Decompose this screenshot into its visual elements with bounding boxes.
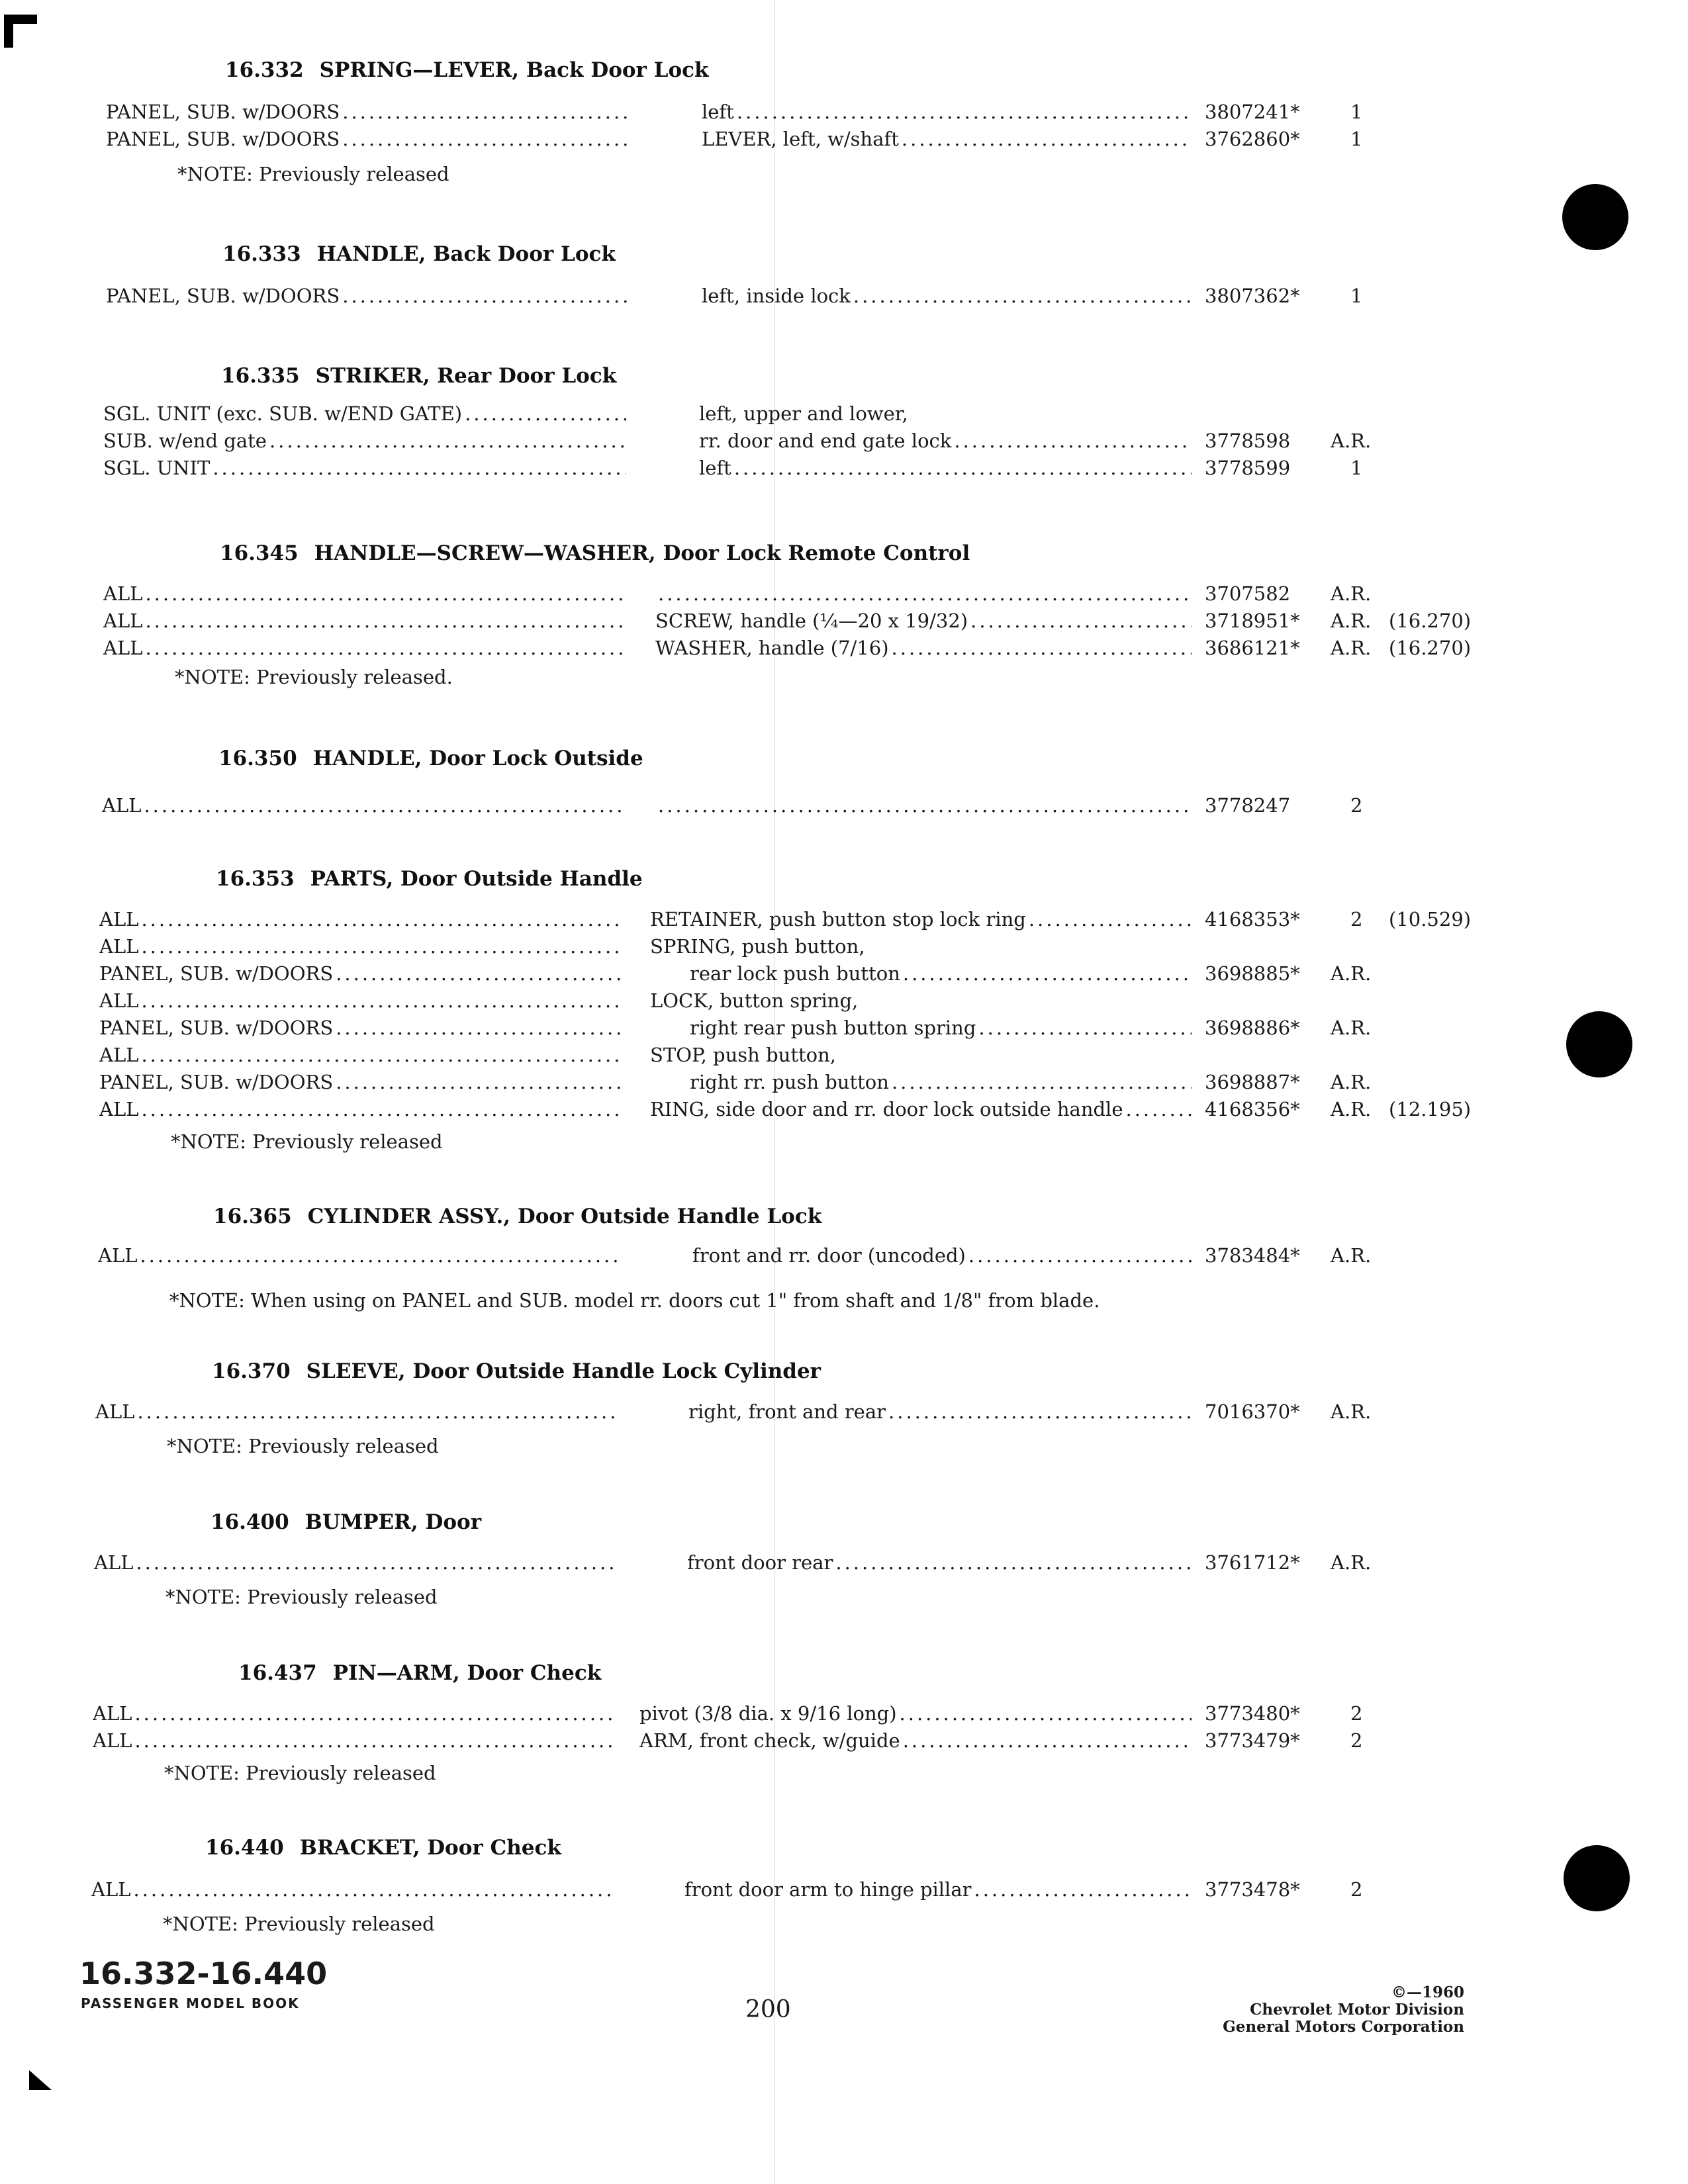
description: rr. door and end gate lock bbox=[699, 430, 952, 452]
quantity: A.R. bbox=[1331, 637, 1372, 659]
part-number: 3778598 bbox=[1205, 430, 1291, 452]
leader-dots bbox=[212, 457, 626, 479]
part-number: 7016370* bbox=[1205, 1400, 1300, 1423]
registration-mark-bottom bbox=[29, 2070, 52, 2090]
quantity: 1 bbox=[1350, 128, 1363, 150]
page-range: 16.332-16.440 bbox=[79, 1956, 328, 1991]
model-label: ALL bbox=[99, 1098, 139, 1120]
section-heading bbox=[225, 58, 709, 82]
section-title: PIN—ARM, Door Check bbox=[332, 1661, 602, 1685]
part-number: 4168356* bbox=[1205, 1098, 1300, 1120]
table-row bbox=[0, 794, 1523, 821]
section-title: SPRING—LEVER, Back Door Lock bbox=[319, 58, 709, 82]
model-label: ALL bbox=[102, 794, 142, 817]
quantity: A.R. bbox=[1331, 1244, 1372, 1267]
description: front and rr. door (uncoded) bbox=[692, 1244, 966, 1267]
description: RETAINER, push button stop lock ring bbox=[650, 908, 1026, 931]
table-row bbox=[0, 935, 1523, 962]
model-cell bbox=[103, 430, 626, 452]
division: Chevrolet Motor Division bbox=[1250, 2001, 1464, 2019]
leader-dots bbox=[134, 1729, 616, 1752]
leader-dots bbox=[888, 1400, 1192, 1423]
description-cell bbox=[692, 1244, 1192, 1267]
leader-dots bbox=[133, 1878, 614, 1901]
leader-dots bbox=[970, 610, 1192, 632]
reference-group: (16.270) bbox=[1389, 637, 1472, 659]
description: left bbox=[699, 457, 731, 479]
quantity: A.R. bbox=[1331, 1017, 1372, 1039]
description: left, upper and lower, bbox=[699, 402, 908, 425]
leader-dots bbox=[141, 1044, 622, 1066]
model-label: PANEL, SUB. w/DOORS bbox=[99, 1071, 334, 1093]
model-label: ALL bbox=[103, 637, 143, 659]
model-cell bbox=[99, 1044, 622, 1066]
table-row bbox=[0, 1729, 1523, 1756]
part-number: 3773479* bbox=[1205, 1729, 1300, 1752]
description-cell bbox=[699, 457, 1192, 479]
section-title: BUMPER, Door bbox=[305, 1510, 482, 1534]
part-number: 3807241* bbox=[1205, 101, 1300, 123]
description-cell bbox=[655, 610, 1192, 632]
model-label: ALL bbox=[99, 1044, 139, 1066]
table-row bbox=[0, 962, 1523, 989]
model-label: SUB. w/end gate bbox=[103, 430, 267, 452]
leader-dots bbox=[136, 1551, 617, 1574]
quantity: 1 bbox=[1350, 285, 1363, 307]
part-number: 3778247 bbox=[1205, 794, 1291, 817]
description: front door arm to hinge pillar bbox=[684, 1878, 972, 1901]
part-number: 3761712* bbox=[1205, 1551, 1300, 1574]
description: WASHER, handle (7/16) bbox=[655, 637, 889, 659]
section-title: PARTS, Door Outside Handle bbox=[310, 867, 643, 891]
table-row bbox=[0, 908, 1523, 934]
table-row bbox=[0, 402, 1523, 429]
model-label: PANEL, SUB. w/DOORS bbox=[106, 101, 340, 123]
description-cell bbox=[650, 1098, 1192, 1120]
part-number: 3807362* bbox=[1205, 285, 1300, 307]
part-number: 3778599 bbox=[1205, 457, 1291, 479]
quantity: A.R. bbox=[1331, 962, 1372, 985]
section-number: 16.335 bbox=[221, 364, 300, 388]
model-cell bbox=[103, 457, 626, 479]
quantity: 1 bbox=[1350, 457, 1363, 479]
model-label: ALL bbox=[98, 1244, 138, 1267]
leader-dots bbox=[903, 962, 1192, 985]
quantity: 2 bbox=[1350, 1878, 1363, 1901]
description: right rr. push button bbox=[690, 1071, 889, 1093]
table-row bbox=[0, 430, 1523, 456]
section-number: 16.370 bbox=[212, 1359, 291, 1383]
section-note: *NOTE: Previously released bbox=[163, 1913, 435, 1935]
model-label: SGL. UNIT (exc. SUB. w/END GATE) bbox=[103, 402, 463, 425]
description-cell bbox=[702, 101, 1192, 123]
leader-dots bbox=[734, 457, 1192, 479]
part-number: 3773478* bbox=[1205, 1878, 1300, 1901]
section-heading bbox=[220, 541, 970, 565]
quantity: 2 bbox=[1350, 908, 1363, 931]
section-title: HANDLE, Back Door Lock bbox=[316, 242, 616, 266]
quantity: A.R. bbox=[1331, 1098, 1372, 1120]
leader-dots bbox=[892, 1071, 1192, 1093]
table-row bbox=[0, 128, 1523, 154]
section-note: *NOTE: When using on PANEL and SUB. model rr. doors cut 1" from shaft and 1/8" from blade. bbox=[169, 1289, 1100, 1312]
model-cell bbox=[103, 402, 626, 425]
section-note: *NOTE: Previously released. bbox=[175, 666, 453, 688]
leader-dots bbox=[954, 430, 1192, 452]
leader-dots bbox=[978, 1017, 1192, 1039]
description-cell bbox=[699, 402, 1192, 425]
leader-dots bbox=[144, 794, 625, 817]
quantity: 1 bbox=[1350, 101, 1363, 123]
section-number: 16.332 bbox=[225, 58, 304, 82]
part-number: 3783484* bbox=[1205, 1244, 1300, 1267]
part-number: 3698887* bbox=[1205, 1071, 1300, 1093]
section-heading bbox=[222, 242, 616, 266]
table-row bbox=[0, 457, 1523, 483]
section-title: HANDLE—SCREW—WASHER, Door Lock Remote Control bbox=[314, 541, 970, 565]
model-cell bbox=[99, 962, 622, 985]
description-cell bbox=[650, 989, 1192, 1012]
leader-dots bbox=[853, 285, 1192, 307]
description-cell bbox=[650, 1044, 1192, 1066]
model-label: ALL bbox=[103, 610, 143, 632]
section-number: 16.440 bbox=[205, 1836, 284, 1860]
quantity: A.R. bbox=[1331, 1071, 1372, 1093]
model-cell bbox=[95, 1400, 618, 1423]
description: right, front and rear bbox=[688, 1400, 886, 1423]
model-label: PANEL, SUB. w/DOORS bbox=[106, 128, 340, 150]
model-label: ALL bbox=[99, 989, 139, 1012]
leader-dots bbox=[269, 430, 626, 452]
leader-dots bbox=[140, 1244, 621, 1267]
description-cell bbox=[639, 1702, 1192, 1725]
table-row bbox=[0, 1071, 1523, 1097]
description: STOP, push button, bbox=[650, 1044, 836, 1066]
leader-dots bbox=[835, 1551, 1192, 1574]
leader-dots bbox=[968, 1244, 1192, 1267]
leader-dots bbox=[137, 1400, 618, 1423]
reference-group: (16.270) bbox=[1389, 610, 1472, 632]
leader-dots bbox=[342, 101, 629, 123]
section-number: 16.333 bbox=[222, 242, 301, 266]
section-heading bbox=[211, 1510, 481, 1534]
model-cell bbox=[99, 1071, 622, 1093]
punch-hole bbox=[1566, 1011, 1632, 1077]
model-label: ALL bbox=[103, 582, 143, 605]
section-title: HANDLE, Door Lock Outside bbox=[312, 747, 643, 770]
model-cell bbox=[98, 1244, 621, 1267]
part-number: 3698885* bbox=[1205, 962, 1300, 985]
quantity: 2 bbox=[1350, 1729, 1363, 1752]
table-row bbox=[0, 101, 1523, 127]
book-title: PASSENGER MODEL BOOK bbox=[81, 1995, 300, 2011]
part-number: 3698886* bbox=[1205, 1017, 1300, 1039]
description: rear lock push button bbox=[690, 962, 900, 985]
leader-dots bbox=[974, 1878, 1192, 1901]
table-row bbox=[0, 285, 1523, 311]
section-heading bbox=[218, 747, 643, 770]
model-cell bbox=[93, 1729, 616, 1752]
model-cell bbox=[103, 637, 626, 659]
section-title: BRACKET, Door Check bbox=[299, 1836, 561, 1860]
copyright: ©—1960 bbox=[1391, 1983, 1464, 2001]
leader-dots bbox=[145, 637, 626, 659]
publisher-block bbox=[1223, 1984, 1464, 2036]
leader-dots bbox=[336, 1071, 622, 1093]
table-row bbox=[0, 1244, 1523, 1271]
description-cell bbox=[690, 1017, 1192, 1039]
model-cell bbox=[99, 1017, 622, 1039]
table-row bbox=[0, 989, 1523, 1016]
leader-dots bbox=[658, 582, 1192, 605]
table-row bbox=[0, 1702, 1523, 1729]
table-row bbox=[0, 637, 1523, 663]
description: LOCK, button spring, bbox=[650, 989, 859, 1012]
reference-group: (10.529) bbox=[1389, 908, 1472, 931]
model-cell bbox=[99, 935, 622, 958]
model-cell bbox=[99, 1098, 622, 1120]
model-label: ALL bbox=[93, 1702, 132, 1725]
description: left, inside lock bbox=[702, 285, 851, 307]
model-label: ALL bbox=[91, 1878, 131, 1901]
section-heading bbox=[216, 867, 643, 891]
leader-dots bbox=[336, 962, 622, 985]
model-label: ALL bbox=[94, 1551, 134, 1574]
section-heading bbox=[213, 1205, 821, 1228]
model-cell bbox=[91, 1878, 614, 1901]
section-note: *NOTE: Previously released bbox=[177, 163, 449, 185]
model-label: ALL bbox=[99, 935, 139, 958]
leader-dots bbox=[903, 1729, 1192, 1752]
model-cell bbox=[102, 794, 625, 817]
section-heading bbox=[205, 1836, 561, 1860]
description: ARM, front check, w/guide bbox=[639, 1729, 900, 1752]
table-row bbox=[0, 1400, 1523, 1427]
leader-dots bbox=[465, 402, 626, 425]
leader-dots bbox=[900, 1702, 1192, 1725]
corporation: General Motors Corporation bbox=[1223, 2018, 1464, 2036]
model-label: SGL. UNIT bbox=[103, 457, 211, 479]
section-number: 16.345 bbox=[220, 541, 299, 565]
leader-dots bbox=[737, 101, 1192, 123]
description-cell bbox=[688, 1400, 1192, 1423]
leader-dots bbox=[141, 908, 622, 931]
leader-dots bbox=[342, 285, 629, 307]
leader-dots bbox=[892, 637, 1192, 659]
description-cell bbox=[655, 794, 1192, 817]
section-note: *NOTE: Previously released bbox=[164, 1762, 436, 1784]
description: pivot (3/8 dia. x 9/16 long) bbox=[639, 1702, 897, 1725]
description-cell bbox=[650, 935, 1192, 958]
section-number: 16.353 bbox=[216, 867, 295, 891]
leader-dots bbox=[141, 989, 622, 1012]
model-label: PANEL, SUB. w/DOORS bbox=[106, 285, 340, 307]
description-cell bbox=[690, 1071, 1192, 1093]
description-cell bbox=[655, 637, 1192, 659]
quantity: A.R. bbox=[1331, 582, 1372, 605]
quantity: 2 bbox=[1350, 1702, 1363, 1725]
model-label: ALL bbox=[95, 1400, 135, 1423]
description: SPRING, push button, bbox=[650, 935, 865, 958]
quantity: A.R. bbox=[1331, 1551, 1372, 1574]
description-cell bbox=[639, 1729, 1192, 1752]
section-number: 16.400 bbox=[211, 1510, 289, 1534]
model-cell bbox=[103, 610, 626, 632]
leader-dots bbox=[1029, 908, 1192, 931]
leader-dots bbox=[145, 610, 626, 632]
leader-dots bbox=[342, 128, 629, 150]
model-cell bbox=[106, 101, 629, 123]
description-cell bbox=[650, 908, 1192, 931]
page-number: 200 bbox=[745, 1996, 791, 2023]
table-row bbox=[0, 1044, 1523, 1070]
description-cell bbox=[699, 430, 1192, 452]
model-cell bbox=[93, 1702, 616, 1725]
part-number: 3718951* bbox=[1205, 610, 1300, 632]
description: RING, side door and rr. door lock outside handle bbox=[650, 1098, 1123, 1120]
leader-dots bbox=[134, 1702, 616, 1725]
reference-group: (12.195) bbox=[1389, 1098, 1472, 1120]
leader-dots bbox=[658, 794, 1192, 817]
part-number: 3762860* bbox=[1205, 128, 1300, 150]
part-number: 4168353* bbox=[1205, 908, 1300, 931]
description: left bbox=[702, 101, 734, 123]
quantity: A.R. bbox=[1331, 610, 1372, 632]
model-cell bbox=[99, 989, 622, 1012]
description: right rear push button spring bbox=[690, 1017, 976, 1039]
section-number: 16.437 bbox=[238, 1661, 317, 1685]
model-label: PANEL, SUB. w/DOORS bbox=[99, 1017, 334, 1039]
quantity: A.R. bbox=[1331, 430, 1372, 452]
table-row bbox=[0, 610, 1523, 636]
section-note: *NOTE: Previously released bbox=[167, 1435, 439, 1457]
leader-dots bbox=[141, 935, 622, 958]
section-title: SLEEVE, Door Outside Handle Lock Cylinder bbox=[306, 1359, 821, 1383]
section-title: STRIKER, Rear Door Lock bbox=[315, 364, 617, 388]
leader-dots bbox=[336, 1017, 622, 1039]
section-note: *NOTE: Previously released bbox=[171, 1130, 443, 1153]
part-number: 3707582 bbox=[1205, 582, 1291, 605]
table-row bbox=[0, 1098, 1523, 1124]
section-title: CYLINDER ASSY., Door Outside Handle Lock bbox=[307, 1205, 822, 1228]
model-label: PANEL, SUB. w/DOORS bbox=[99, 962, 334, 985]
part-number: 3686121* bbox=[1205, 637, 1300, 659]
section-note: *NOTE: Previously released bbox=[165, 1586, 438, 1608]
model-cell bbox=[106, 128, 629, 150]
section-heading bbox=[221, 364, 616, 388]
model-label: ALL bbox=[99, 908, 139, 931]
table-row bbox=[0, 1878, 1523, 1905]
model-cell bbox=[99, 908, 622, 931]
punch-hole bbox=[1562, 184, 1628, 250]
description: front door rear bbox=[687, 1551, 833, 1574]
leader-dots bbox=[141, 1098, 622, 1120]
table-row bbox=[0, 1551, 1523, 1578]
section-number: 16.350 bbox=[218, 747, 297, 770]
section-heading bbox=[238, 1661, 601, 1685]
description-cell bbox=[687, 1551, 1192, 1574]
leader-dots bbox=[1126, 1098, 1192, 1120]
part-number: 3773480* bbox=[1205, 1702, 1300, 1725]
model-label: ALL bbox=[93, 1729, 132, 1752]
leader-dots bbox=[902, 128, 1192, 150]
model-cell bbox=[94, 1551, 617, 1574]
description-cell bbox=[690, 962, 1192, 985]
table-row bbox=[0, 1017, 1523, 1043]
punch-hole bbox=[1564, 1845, 1630, 1911]
description: LEVER, left, w/shaft bbox=[702, 128, 899, 150]
quantity: 2 bbox=[1350, 794, 1363, 817]
model-cell bbox=[103, 582, 626, 605]
section-heading bbox=[212, 1359, 821, 1383]
section-number: 16.365 bbox=[213, 1205, 292, 1228]
description-cell bbox=[702, 285, 1192, 307]
description: SCREW, handle (¼—20 x 19/32) bbox=[655, 610, 968, 632]
leader-dots bbox=[145, 582, 626, 605]
quantity: A.R. bbox=[1331, 1400, 1372, 1423]
model-cell bbox=[106, 285, 629, 307]
table-row bbox=[0, 582, 1523, 609]
description-cell bbox=[684, 1878, 1192, 1901]
description-cell bbox=[702, 128, 1192, 150]
description-cell bbox=[655, 582, 1192, 605]
